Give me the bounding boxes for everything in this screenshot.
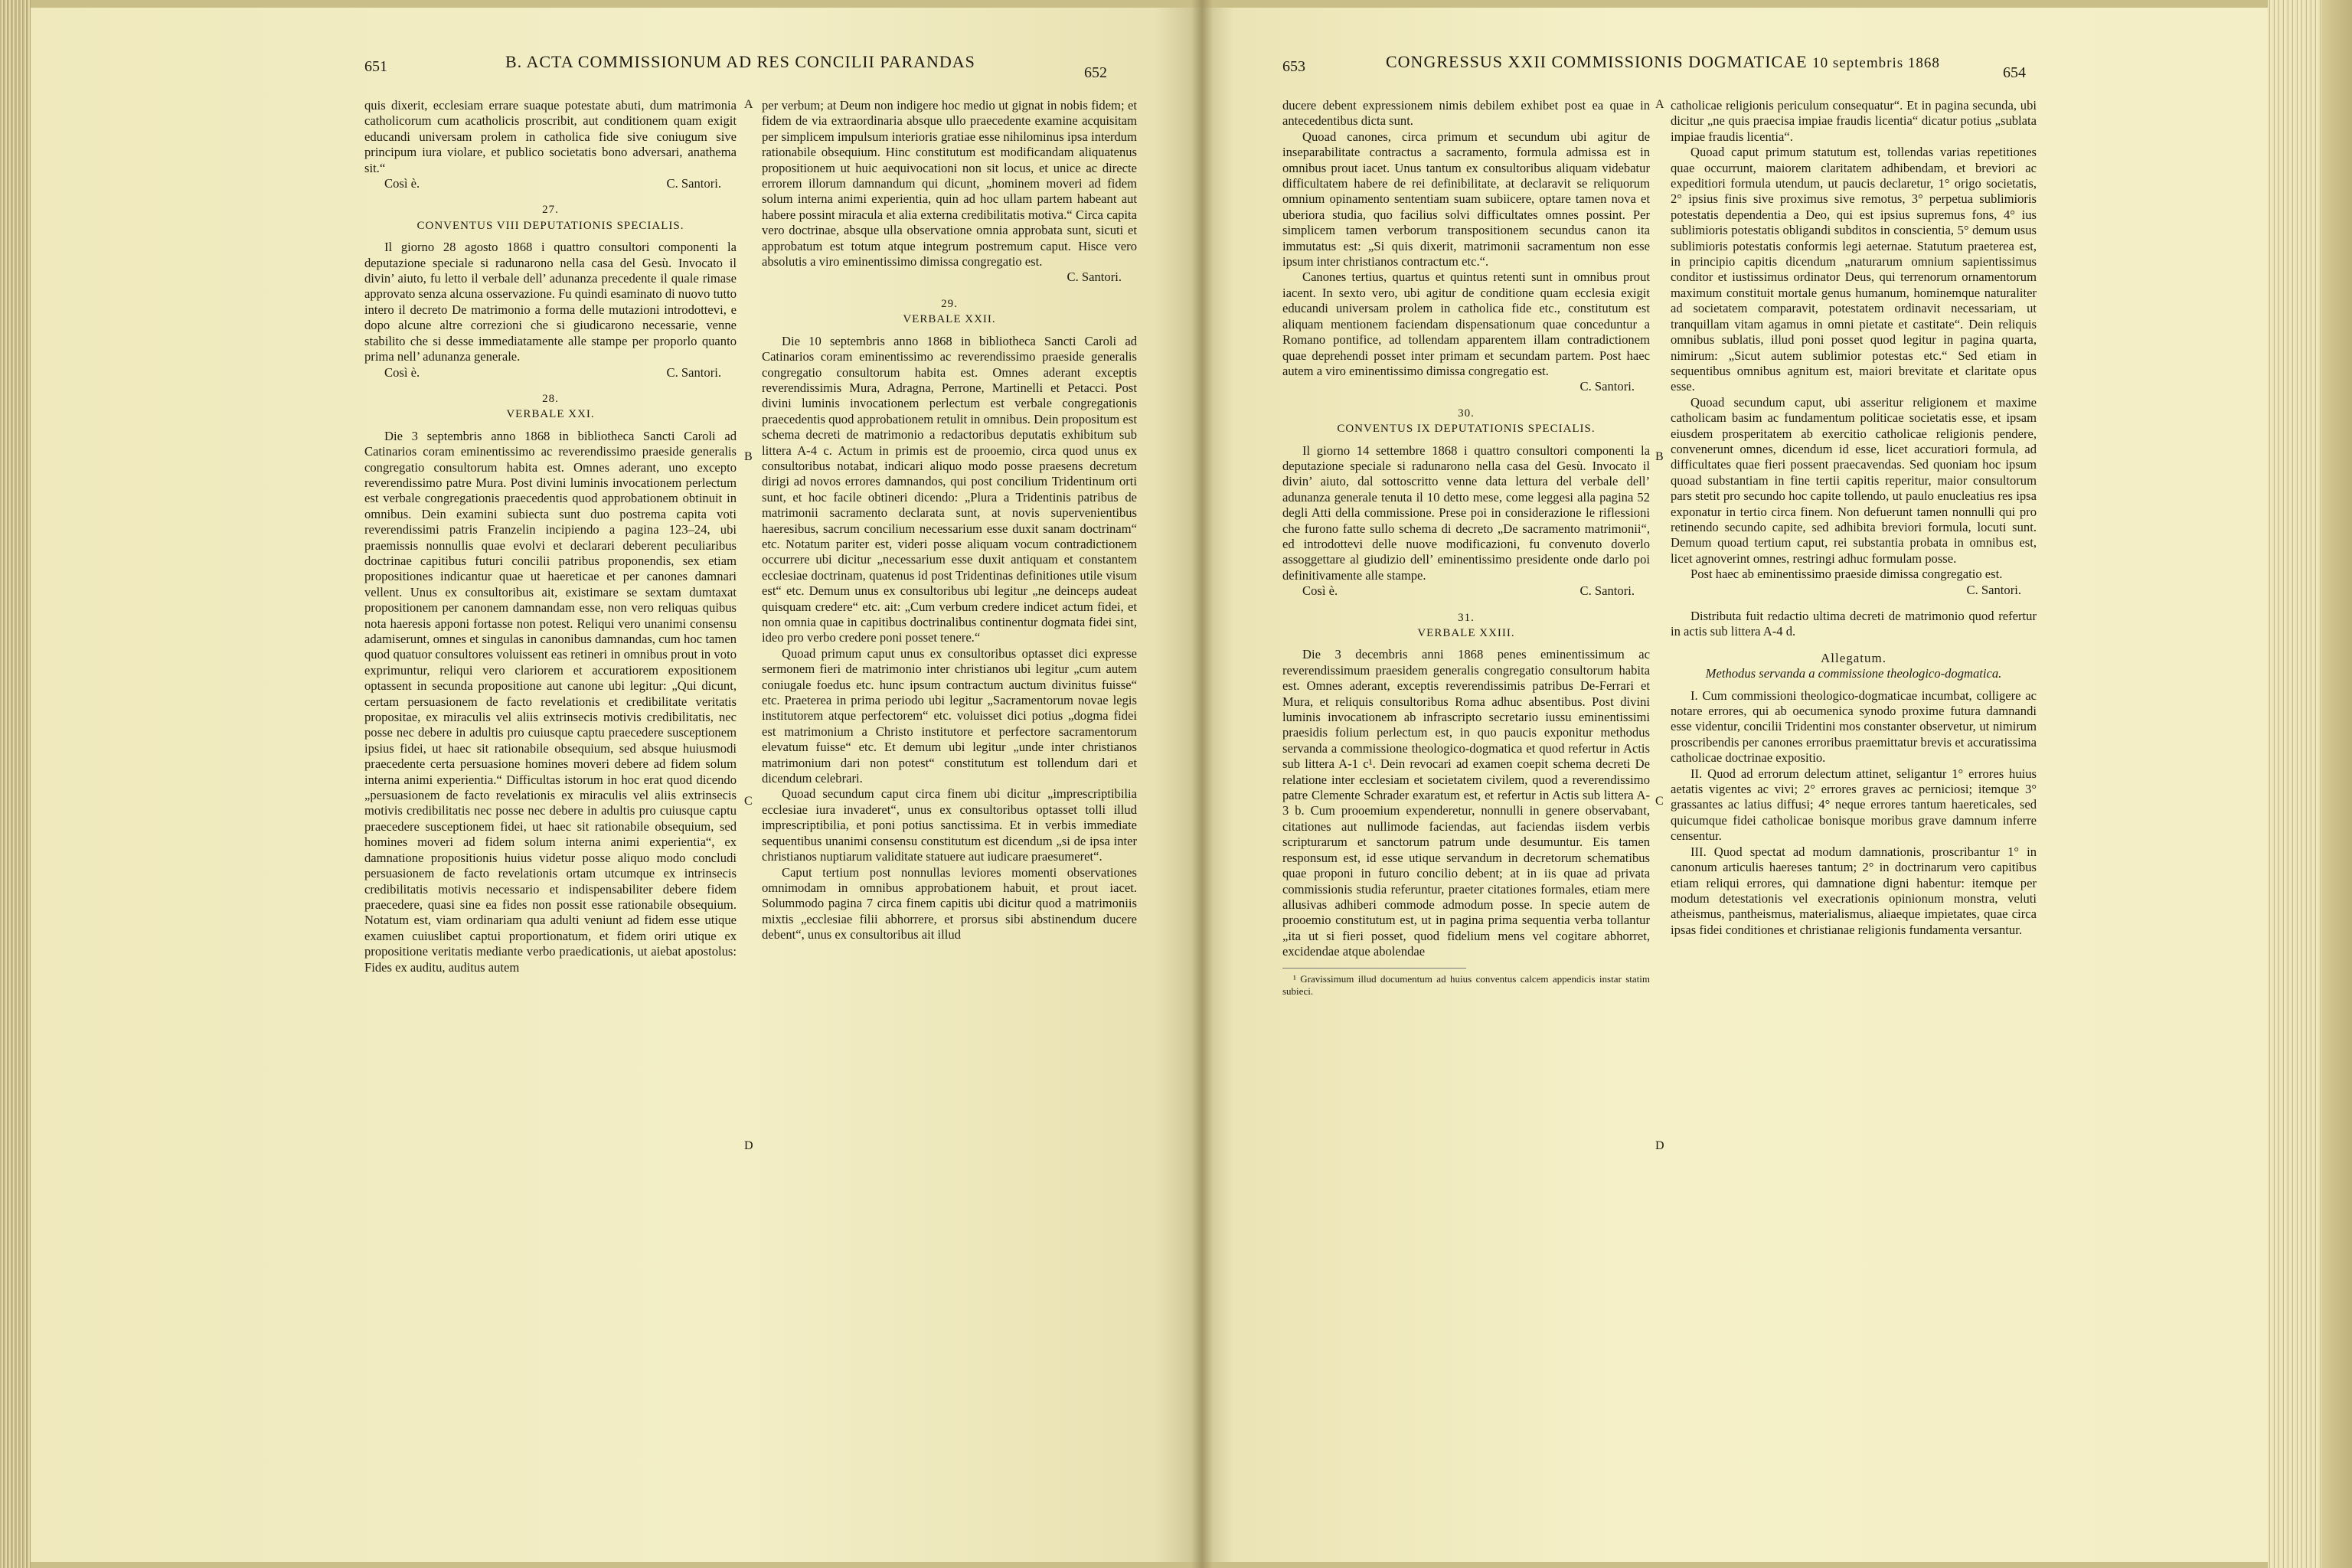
paragraph: Die 3 decembris anni 1868 penes eminentissimum ac reverendissimum praesidem generalis congregatio consultorum habita est. Omnes aderant, exceptis reverendissimis patribus De-Ferrari et Mura, et reliquis consultoribus Roma adhuc absentibus. Post divini luminis invocationem ab infrascripto secretario iussu eminentissimi praesidis folium perlectum est, in quo paucis exponitur methodus servanda a commissione theologico-dogmatica et quod refertur in Actis sub littera A-1 c¹. Dein revocari ad examen coepit schema decreti De relatione inter ecclesiam et societatem civilem, quod a reverendissimo patre Clemente Schrader exaratum est, et refertur in Actis sub littera A-3 b. Cum prooemium expenderetur, nonnulli in genere observabant, citationes aut nullimode faciendas, aut faciendas iisdem verbis scripturarum et sanctorum patrum unde desumuntur. Eis tamen responsum est, id esse utique servandum in decretorum schematibus quae proponi in futuro concilio debent; at in iis quae ad privata commissionis studia referuntur, praeter citationes formales, etiam mere allusivas adhiberi commode admodum posse. In specie autem de prooemio constitutum est, ut in pagina prima sequentia verba tollantur „ita ut si fieri posset, quod fidelium mens vel cogitare abhorret, excidendae atque abolendae (1282, 647, 1650, 959)
signature-cosi: Così è. (1302, 583, 1338, 599)
paragraph: Il giorno 28 agosto 1868 i quattro consultori componenti la deputazione speciale si radunarono nella casa del Gesù. Invocato il divin’ aiuto, fu letto il verbale dell’ adunanza precedente il quale rimase approvato senza alcuna osservazione. Fu quindi esaminato di nuovo tutto intero il decreto De matrimonio a forma delle mutazioni introdottevi, e dopo alcune altre correzioni che si giudicarono necessarie, venne stabilito che si desse immediatamente alle stampe per proporlo quanto prima nell’ adunanza generale. (364, 240, 737, 364)
section-heading: 27. (542, 204, 559, 217)
signature-line (364, 365, 737, 381)
signature-name: C. Santori. (666, 364, 721, 380)
right-page (1202, 8, 2268, 1562)
spacer (364, 191, 737, 202)
signature-line (1282, 583, 1650, 599)
appendix-subtitle: Methodus servanda a commissione theologico-dogmatica. (1705, 666, 2002, 681)
section-heading: VERBALE XXIII. (1417, 627, 1515, 639)
paragraph-continued: quis dixerit, ecclesiam errare suaque potestate abuti, dum matrimonia catholicorum cum acatholicis proscribit, aut conditionem quam exigit educandi universam prolem in catholica fide sive coniugum sive principum iura violare, et publico societatis bono adversari, anathema sit.“ (364, 98, 737, 175)
section-heading: VERBALE XXII. (903, 313, 996, 326)
paragraph: Quoad caput primum statutum est, tollendas varias repetitiones quae occurrunt, maiorem claritatem adhibendam, et breviori ac expeditiori formula utendum, ut paucis declaretur, 1° origo societatis, 2° ipsius finis sive proximus sive remotus, 3° perpetua sublimioris potestatis dependentia a Deo, qui est ipsius supremus fons, 4° ius sublimioris potestatis obligandi subditos in conscientia, 5° demum usus sublimioris potestatis conformis legi aeternae. Statutum praeterea est, in principio capitis dicendum „naturarum omnium sapientissimus conditor et iustissimus ordinator Deus, qui terrenorum ornamentorum maximum constituit mortale genus humanum, hominemque naturaliter ad societatem comparavit, potestatem ordinavit necessariam, ut tranquillam vitam agamus in omni pietate et castitate“. Dein reliquis omnibus sublatis, illud poni posset quod legitur in pagina quarta, nimirum: „Sicut autem sublimior potestas etc.“ Sed etiam in sequentibus omnibus agnitum est, maiori brevitate et claritate opus esse. (1671, 145, 2037, 394)
margin-letter-d: D (744, 1139, 753, 1152)
right-page-column-2 (1671, 98, 2037, 938)
spacer (1282, 599, 1650, 610)
right-page-edges (2268, 0, 2352, 1568)
page-number-653: 653 (1282, 58, 1305, 75)
signature-cosi: Così è. (384, 176, 420, 191)
paragraph-continued: ducere debent expressionem nimis debilem exhibet post ea quae in antecedentibus dicta sunt. (1282, 98, 1650, 129)
section-heading: 29. (941, 297, 958, 310)
spacer (1671, 640, 2037, 651)
right-page-column-1 (1282, 98, 1650, 998)
left-page (31, 8, 1202, 1562)
spacer (1671, 598, 2037, 609)
spacer (1282, 437, 1650, 443)
running-head-left: B. ACTA COMMISSIONUM AD RES CONCILII PARANDAS (505, 52, 975, 71)
paragraph: Canones tertius, quartus et quintus retenti sunt in omnibus prout iacent. In sexto vero, ubi agitur de conditione quam ecclesia exigit educandi universam prolem in catholica fide etc., constitutum est aliquam mentionem faciendam dispensationum quae conceduntur a Romano pontifice, ad tollendam apparentem illam contradictionem quae deprehendi posset inter primam et secundam partem. Post haec autem a viro eminentissimo dimissa congregatio est. (1282, 270, 1650, 378)
paragraph: II. Quod ad errorum delectum attinet, seligantur 1° errores huius aetatis vigentes ac vivi; 2° errores graves ac perniciosi; itemque 3° grassantes ac latius diffusi; 4° neque errores tantum haereticales, sed quicumque fidei catholicae bonisque moribus grave damnum inferre censentur. (1671, 766, 2037, 844)
paragraph: Quoad secundum caput circa finem ubi dicitur „imprescriptibilia ecclesiae iura invaderet“, unus ex consultoribus optasset tolli illud imprescriptibilia, et poni potius sanctissima. Et in verbis immediate sequentibus unanimi consensu constitutum est dicendum „si de ipsa inter christianos nuptiarum validitate statuere aut iudicare praesumeret“. (762, 786, 1137, 864)
running-head-date: 10 septembris 1868 (1812, 55, 1940, 71)
margin-letter-b-right: B (1655, 450, 1664, 463)
margin-letter-c-right: C (1655, 795, 1664, 808)
page-number-652: 652 (1084, 64, 1107, 81)
spacer (364, 381, 737, 391)
spacer (762, 328, 1137, 334)
paragraph: Die 10 septembris anno 1868 in bibliotheca Sancti Caroli ad Catinarios coram eminentissimo ac reverendissimo praeside generalis congregatio consultorum habita est. Omnes aderant exceptis reverendissimis Mura, Adragna, Perrone, Martinelli et Petacci. Post divini luminis invocationem perlectum est verbale congregationis praecedentis quod approbationem retulit in omnibus. Dein propositum est schema decreti de matrimonio a redactoribus deputatis exhibitum sub littera A-4 c. Actum in primis est de prooemio, circa quod unus ex consultoribus notabat, indicari aliquo modo posse praesens decretum dirigi ad novos errores damnandos, qui post concilium Tridentinum orti sunt, et hoc facile obtineri dicendo: „Plura a Tridentinis patribus de matrimonii sacramento declarata sunt, at novis supervenientibus haeresibus, sacrum concilium necessarium esse duxit sanam doctrinam“ etc. Notatum pariter est, videri posse aliquam vocum contradictionem occurrere ubi dicitur „necessarium esse duxit antiquam et constantem ecclesiae doctrinam, quatenus id post Tridentinas definitiones utile visum est“ etc. Demum unus ex consultoribus ubi legitur „ne deinceps audeat quisquam credere“ etc. ait: „Cum verbum credere indicet actum fidei, et non omnia quae in capitibus doctrinalibus continentur dogmata fidei sint, ideo pro verbo credere poni posset tenere.“ (762, 333, 1137, 645)
left-page-column-2 (762, 98, 1137, 943)
spacer (762, 286, 1137, 296)
signature-name: C. Santori. (1966, 582, 2021, 597)
paragraph: I. Cum commissioni theologico-dogmaticae incumbat, colligere ac notare errores, qui ab oecumenica synodo proxime futura damnandi esse videntur, concilii Tridentini mos constanter observetur, ut nimirum proscribendis per canones erroribus praemittatur brevis et accuratissima catholicae doctrinae expositio. (1671, 688, 2037, 766)
signature-line (364, 176, 737, 191)
left-page-column-1 (364, 98, 737, 975)
paragraph: Quoad secundum caput, ubi asseritur religionem et maxime catholicam basim ac fundamentum politicae societatis esse, et ipsam eiusdem prosperitatem ab exercitio catholicae religionis pendere, convenerunt omnes, dicendum id esse, licet accuratiori formula, ad difficultates quae fieri possent praecavendas. Sed quoniam hoc ipsum quoad substantiam in fine tertii capitis reperitur, maior consultorum pars stetit pro secundo hoc capite tollendo, ut paulo enucleatius res ipsa exponatur in tertio circa finem. Non defuerunt tamen nonnulli qui pro retinendo secundo capite, sed adhibita breviori formula, locuti sunt. Demum quoad tertium caput, rei substantia probata in omnibus est, licet agnoverint omnes, restringi adhuc formulam posse. (1671, 394, 2037, 566)
spacer (1282, 395, 1650, 406)
spacer (1671, 682, 2037, 688)
paragraph-continued: catholicae religionis periculum consequatur“. Et in pagina secunda, ubi dicitur „ne quis praecisa impiae fraudis licentia“ dicatur potius „sublata impiae fraudis licentia“. (1671, 98, 2037, 144)
margin-letter-a: A (744, 98, 753, 111)
spacer (1282, 641, 1650, 647)
left-page-edges (0, 0, 31, 1568)
section-heading: 30. (1458, 407, 1475, 420)
section-heading: VERBALE XXI. (506, 408, 595, 421)
section-heading: CONVENTUS IX DEPUTATIONIS SPECIALIS. (1337, 423, 1596, 436)
footnote-rule (1282, 968, 1466, 973)
margin-letter-a-right: A (1655, 98, 1664, 111)
running-head-title: CONGRESSUS XXII COMMISSIONIS DOGMATICAE (1386, 52, 1808, 71)
book-gutter (1191, 0, 1213, 1568)
signature-name: C. Santori. (1579, 379, 1635, 394)
page-number-654: 654 (2003, 64, 2026, 81)
signature-name: C. Santori. (1579, 583, 1635, 599)
paragraph: Die 3 septembris anno 1868 in bibliotheca Sancti Caroli ad Catinarios coram eminentissimo ac reverendissimo praeside generalis congregatio consultorum habita est. Omnes aderant, uno excepto reverendissimo patre Mura. Post divini luminis invocationem perlectum est verbale congregationis praecedentis quod approbationem obtinuit in omnibus. Dein examini subiecta sunt duo postrema capita voti reverendissimi patris Franzelin incipiendo a pagina 123–24, ubi praemissis nonnullis quae evolvi et declarari deberent peculiaribus doctrinae capitibus futuri concilii patribus proponendis, sex etiam propositiones indicantur quae ut haereticae et per canones damnari vellent. Unus ex consultoribus ait, existimare se sextam dumtaxat propositionem per canonem damnandam esse, non vero reliquas quibus nota haeresis apponi fortasse non potest. Reliqui vero unanimi consensu adamiserunt, omnes et singulas in canonibus damnandas, cum hoc tamen quod quatuor consultores voluissent eas retineri in omnibus prout in voto exprimuntur, reliqui vero clariorem et accuratiorem expositionem optassent in secunda propositione aut canone ubi legitur: „Qui dicunt, certam persuasionem de facto revelationis et credibilitate veritatis propositae, ex miraculis vel aliis extrinsecis motivis credibilitatis, nec posse nec debere in adultis pro cuiusque captu praecedere susceptionem ipsius fidei, ut haec sit rationabile obsequium, sed absque huiusmodi praecedente certa persuasione homines moveri debere ad fidem solum interna animi experientia.“ Difficultas istorum in hoc erat quod dicendo „persuasionem de facto revelationis ex miraculis vel aliis extrinsecis motivis credibilitatis nec posse nec debere in adultis pro cuiusque captu praecedere susceptionem fidei, ut haec sit rationabile obsequium, sed homines moveri ad fidem solum interna animi experientia“, ex damnatione propositionis huius videtur posse aliquo modo concludi persuasionem de facto revelationis ortam utcumque ex intrinsecis credibilitatis motivis necessario et indispensabiliter debere fidem praecedere, quasi sine ea fides non possit esse rationabile obsequium. Notatum est, viam ordinariam qua adulti veniunt ad fidem esse utique examen cuiuslibet captui proportionatum, et fidem oriri utique ex propositione veritatis mediante verbo praedicationis, ut aiebat apostolus: Fides ex auditu, auditus autem (364, 428, 737, 975)
page-number-651: 651 (364, 58, 387, 75)
signature-name: C. Santori. (1067, 270, 1122, 285)
spacer (364, 234, 737, 240)
paragraph-continued: per verbum; at Deum non indigere hoc medio ut gignat in nobis fidem; et fidem de via extraordinaria absque ullo praecedente examine acquisitam per simplicem impulsum interioris gratiae esse nihilominus ipsa interdum rationabile obsequium. Hinc constitutum est modificandam aliquatenus propositionem ut huic aequivocationi non sit locus, et unice ac directe errorem illorum damnandum qui dicunt, „hominem moveri ad fidem solum interna animi experientia, quin ad hoc ullam partem habeant aut habere possint miracula et alia externa credibilitatis motiva.“ Circa capita vero doctrinae, absque ulla observatione omnia approbata sunt, sicuti et approbatum est totum atque integrum postremum caput. Hisce vero absolutis a viro eminentissimo dimissa congregatio est. (762, 98, 1137, 270)
section-heading: 28. (542, 392, 559, 405)
section-heading: CONVENTUS VIII DEPUTATIONIS SPECIALIS. (416, 219, 684, 232)
paragraph: Quoad canones, circa primum et secundum ubi agitur de inseparabilitate contractus a sacramento, formula admissa est in omnibus prout iacet. Unus tantum ex consultoribus aliquam videbatur difficultatem habere de rei definibilitate, at declaravit se reliquorum omnium opinamento sententiam suam subiicere, optare tamen nova et uberiora studia, quo facilius solvi difficultates omnes possint. Per simplicem tamen verborum transpositionem secundus canon ita immutatus est: „Si quis dixerit, matrimonii sacramentum non esse ipsum inter christianos contractum etc.“. (1282, 129, 1650, 270)
paragraph: Caput tertium post nonnullas leviores momenti observationes omnimodam in omnibus approbationem habuit, et prout iacet. Solummodo pagina 7 circa finem capitis ubi dicitur quod a matrimoniis mixtis „ecclesiae filii abhorrere, et prorsus sibi abstinendum ducere debent“, unus ex consultoribus ait illud (762, 864, 1137, 942)
running-head-right (1386, 52, 1940, 72)
footnote: ¹ Gravissimum illud documentum ad huius conventus calcem appendicis instar statim subieci. (1282, 972, 1650, 997)
signature-cosi: Così è. (384, 364, 420, 380)
paragraph: Quoad primum caput unus ex consultoribus optasset dici expresse sermonem fieri de matrimonio inter christianos ubi legitur „cum autem coniugale foedus etc. hunc ipsum contractum auctum divinitus fuisse“ etc. Praeterea in prima periodo ubi legitur „Sacramentorum novae legis institutorem atque perfectorem“ etc. voluisset dici potius „dogma fidei est matrimonium a Christo institutore et perfectore sacramentorum elevatum fuisse“ etc. Et demum ubi legitur „unde inter christianos matrimonium dari non potest“ constitutum est tollendum dari et dicendum celebrari. (762, 645, 1137, 786)
paragraph: Il giorno 14 settembre 1868 i quattro consultori componenti la deputazione speciale si radunarono nella casa del Gesù. Invocato il divin’ aiuto, dal sottoscritto venne data lettura del verbale dell’ adunanza generale tenuta il 10 detto mese, come leggesi alla pagina 52 degli Atti della commissione. Prese poi in considerazione le riflessioni che furono fatte sullo schema di decreto „De sacramento matrimonii“, ed introdottevi delle nuove modificazioni, fu convenuto doverlo assoggettare al giudizio dell’ eminentissimo presidente onde darlo poi definitivamente alle stampe. (1282, 443, 1650, 583)
paragraph: Distributa fuit redactio ultima decreti de matrimonio quod refertur in actis sub littera A-4 d. (1671, 609, 2037, 639)
paragraph: Post haec ab eminentissimo praeside dimissa congregatio est. (1690, 567, 2003, 582)
margin-letter-b: B (744, 450, 753, 463)
spacer (364, 423, 737, 429)
signature-name: C. Santori. (666, 176, 721, 191)
margin-letter-d-right: D (1655, 1139, 1664, 1152)
paragraph: III. Quod spectat ad modum damnationis, proscribantur 1° in canonum articulis haereses tantum; 2° in doctrinarum vero capitibus etiam reliqui errores, qui damnatione digni habentur: itemque per modum detestationis vel execrationis opinionum monstra, veluti atheismus, pantheismus, materialismus, aliaeque impietates, quae circa ipsas fidei conditiones et christianae religionis fundamenta versantur. (1671, 844, 2037, 937)
appendix-title: Allegatum. (1820, 650, 1886, 665)
section-heading: 31. (1458, 611, 1475, 624)
margin-letter-c: C (744, 795, 753, 808)
